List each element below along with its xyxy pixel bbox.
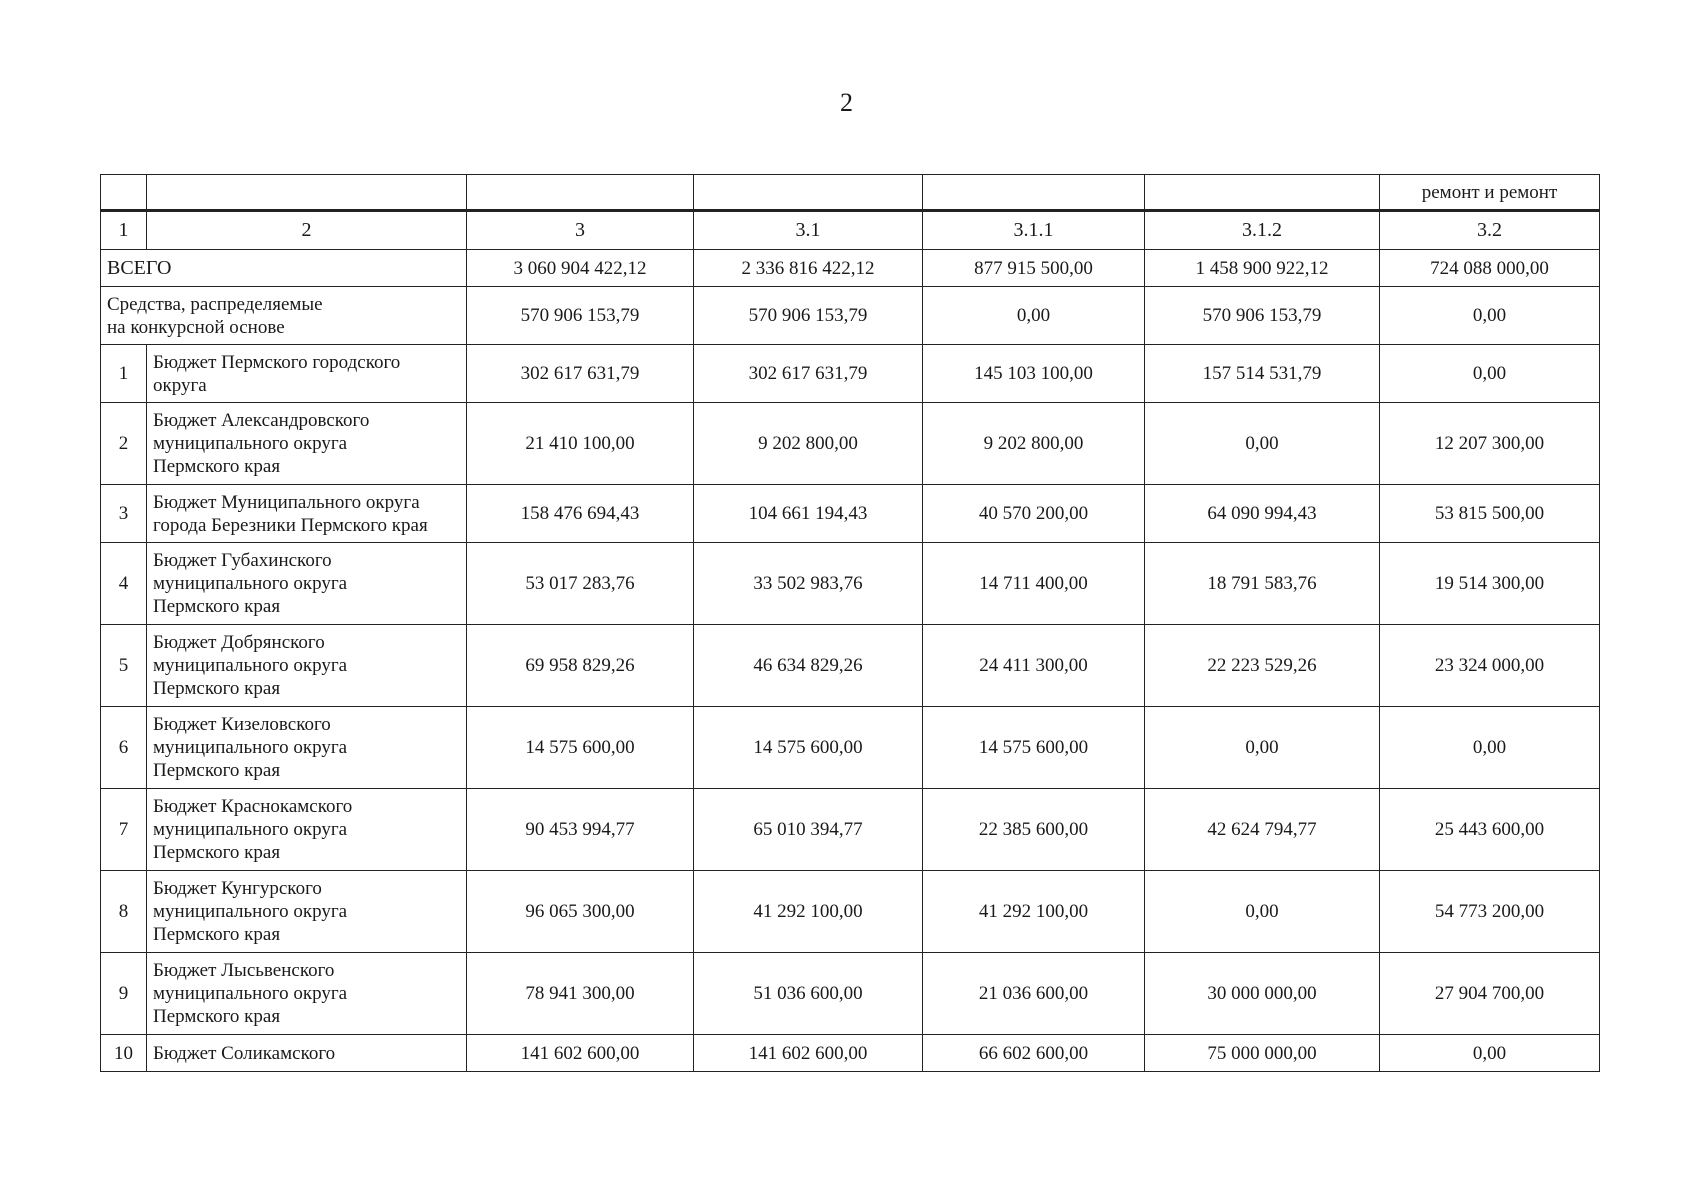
amount-cell: 141 602 600,00 bbox=[467, 1035, 694, 1072]
amount-cell: 0,00 bbox=[1380, 345, 1600, 403]
budget-name bbox=[147, 485, 467, 543]
amount-cell: 158 476 694,43 bbox=[467, 485, 694, 543]
table-row bbox=[101, 625, 1600, 707]
header-cell bbox=[1145, 175, 1380, 211]
amount-cell: 22 385 600,00 bbox=[923, 789, 1145, 871]
header-cell bbox=[147, 175, 467, 211]
column-number-cell: 3.1.1 bbox=[923, 211, 1145, 250]
budget-name bbox=[147, 543, 467, 625]
row-number: 3 bbox=[101, 485, 147, 543]
header-row bbox=[101, 175, 1600, 211]
budget-name bbox=[147, 1035, 467, 1072]
table-row bbox=[101, 543, 1600, 625]
amount-cell: 22 223 529,26 bbox=[1145, 625, 1380, 707]
row-number: 7 bbox=[101, 789, 147, 871]
amount-cell: 0,00 bbox=[1145, 707, 1380, 789]
row-number: 6 bbox=[101, 707, 147, 789]
amount-cell: 64 090 994,43 bbox=[1145, 485, 1380, 543]
budget-name-line: города Березники Пермского края bbox=[153, 514, 428, 536]
budget-name-line: округа bbox=[153, 374, 207, 396]
amount-cell: 23 324 000,00 bbox=[1380, 625, 1600, 707]
budget-name-line: Бюджет Кунгурского bbox=[153, 878, 322, 899]
amount-cell: 157 514 531,79 bbox=[1145, 345, 1380, 403]
competitive-value: 570 906 153,79 bbox=[1145, 287, 1380, 345]
amount-cell: 25 443 600,00 bbox=[1380, 789, 1600, 871]
budget-name-line: муниципального округа bbox=[153, 433, 348, 454]
row-number: 8 bbox=[101, 871, 147, 953]
row-number: 2 bbox=[101, 403, 147, 485]
budget-name-line: муниципального округа bbox=[153, 737, 348, 758]
amount-cell: 69 958 829,26 bbox=[467, 625, 694, 707]
competitive-value: 0,00 bbox=[1380, 287, 1600, 345]
amount-cell: 40 570 200,00 bbox=[923, 485, 1145, 543]
budget-name-line: Пермского края bbox=[153, 924, 281, 945]
amount-cell: 53 017 283,76 bbox=[467, 543, 694, 625]
row-number: 4 bbox=[101, 543, 147, 625]
amount-cell: 14 575 600,00 bbox=[923, 707, 1145, 789]
budget-name-line: Пермского края bbox=[153, 596, 281, 617]
amount-cell: 41 292 100,00 bbox=[923, 871, 1145, 953]
budget-name-line: Пермского края bbox=[153, 1006, 281, 1027]
table-row bbox=[101, 953, 1600, 1035]
amount-cell: 75 000 000,00 bbox=[1145, 1035, 1380, 1072]
table-row bbox=[101, 789, 1600, 871]
amount-cell: 66 602 600,00 bbox=[923, 1035, 1145, 1072]
amount-cell: 141 602 600,00 bbox=[694, 1035, 923, 1072]
total-value: 1 458 900 922,12 bbox=[1145, 250, 1380, 287]
budget-name-line: Бюджет Краснокамского bbox=[153, 796, 353, 817]
budget-name-line: Бюджет Лысьвенского bbox=[153, 960, 335, 981]
budget-name bbox=[147, 953, 467, 1035]
budget-name bbox=[147, 625, 467, 707]
header-cell: ремонт и ремонт bbox=[1380, 175, 1600, 211]
amount-cell: 14 575 600,00 bbox=[467, 707, 694, 789]
table-row bbox=[101, 707, 1600, 789]
amount-cell: 14 575 600,00 bbox=[694, 707, 923, 789]
amount-cell: 14 711 400,00 bbox=[923, 543, 1145, 625]
budget-name-line: Бюджет Кизеловского bbox=[153, 714, 331, 735]
amount-cell: 30 000 000,00 bbox=[1145, 953, 1380, 1035]
amount-cell: 78 941 300,00 bbox=[467, 953, 694, 1035]
budget-name bbox=[147, 871, 467, 953]
amount-cell: 12 207 300,00 bbox=[1380, 403, 1600, 485]
page-number: 2 bbox=[840, 88, 853, 117]
column-number-row bbox=[101, 211, 1600, 250]
label-line: Средства, распределяемые bbox=[107, 293, 323, 315]
total-value: 3 060 904 422,12 bbox=[467, 250, 694, 287]
amount-cell: 21 410 100,00 bbox=[467, 403, 694, 485]
budget-name-line: муниципального округа bbox=[153, 655, 348, 676]
total-value: 724 088 000,00 bbox=[1380, 250, 1600, 287]
amount-cell: 65 010 394,77 bbox=[694, 789, 923, 871]
header-cell bbox=[101, 175, 147, 211]
budget-name-line: Бюджет Пермского городского bbox=[153, 351, 401, 373]
amount-cell: 9 202 800,00 bbox=[694, 403, 923, 485]
amount-cell: 33 502 983,76 bbox=[694, 543, 923, 625]
amount-cell: 104 661 194,43 bbox=[694, 485, 923, 543]
table-row bbox=[101, 485, 1600, 543]
competitive-funds-row bbox=[101, 287, 1600, 345]
row-number: 9 bbox=[101, 953, 147, 1035]
total-row bbox=[101, 250, 1600, 287]
amount-cell: 0,00 bbox=[1380, 707, 1600, 789]
competitive-funds-label bbox=[101, 287, 467, 345]
budget-distribution-table bbox=[100, 174, 1600, 1072]
table-row bbox=[101, 871, 1600, 953]
amount-cell: 18 791 583,76 bbox=[1145, 543, 1380, 625]
budget-name bbox=[147, 345, 467, 403]
budget-name-line: Пермского края bbox=[153, 678, 281, 699]
row-number: 1 bbox=[101, 345, 147, 403]
budget-name-line: Пермского края bbox=[153, 456, 281, 477]
table-row bbox=[101, 403, 1600, 485]
competitive-value: 0,00 bbox=[923, 287, 1145, 345]
column-number-cell: 1 bbox=[101, 211, 147, 250]
competitive-value: 570 906 153,79 bbox=[467, 287, 694, 345]
column-number-cell: 3.2 bbox=[1380, 211, 1600, 250]
amount-cell: 27 904 700,00 bbox=[1380, 953, 1600, 1035]
amount-cell: 24 411 300,00 bbox=[923, 625, 1145, 707]
budget-name-line: Бюджет Соликамского bbox=[153, 1042, 336, 1064]
amount-cell: 42 624 794,77 bbox=[1145, 789, 1380, 871]
budget-name-line: Бюджет Губахинского bbox=[153, 550, 332, 571]
column-number-cell: 3 bbox=[467, 211, 694, 250]
header-cell bbox=[923, 175, 1145, 211]
amount-cell: 302 617 631,79 bbox=[467, 345, 694, 403]
total-value: 877 915 500,00 bbox=[923, 250, 1145, 287]
competitive-value: 570 906 153,79 bbox=[694, 287, 923, 345]
column-number-cell: 3.1.2 bbox=[1145, 211, 1380, 250]
label-line: на конкурсной основе bbox=[107, 316, 285, 338]
amount-cell: 19 514 300,00 bbox=[1380, 543, 1600, 625]
row-number: 10 bbox=[101, 1035, 147, 1072]
amount-cell: 302 617 631,79 bbox=[694, 345, 923, 403]
budget-name-line: Бюджет Муниципального округа bbox=[153, 491, 420, 513]
budget-name-line: муниципального округа bbox=[153, 573, 348, 594]
amount-cell: 53 815 500,00 bbox=[1380, 485, 1600, 543]
header-cell bbox=[694, 175, 923, 211]
budget-name-line: муниципального округа bbox=[153, 819, 348, 840]
amount-cell: 41 292 100,00 bbox=[694, 871, 923, 953]
total-value: 2 336 816 422,12 bbox=[694, 250, 923, 287]
budget-name-line: муниципального округа bbox=[153, 901, 348, 922]
amount-cell: 90 453 994,77 bbox=[467, 789, 694, 871]
budget-name-line: Пермского края bbox=[153, 760, 281, 781]
budget-name bbox=[147, 403, 467, 485]
table-row bbox=[101, 345, 1600, 403]
amount-cell: 0,00 bbox=[1380, 1035, 1600, 1072]
row-number: 5 bbox=[101, 625, 147, 707]
amount-cell: 46 634 829,26 bbox=[694, 625, 923, 707]
amount-cell: 9 202 800,00 bbox=[923, 403, 1145, 485]
total-label: ВСЕГО bbox=[101, 250, 467, 287]
amount-cell: 145 103 100,00 bbox=[923, 345, 1145, 403]
budget-name bbox=[147, 707, 467, 789]
budget-name-line: Пермского края bbox=[153, 842, 281, 863]
budget-name bbox=[147, 789, 467, 871]
amount-cell: 96 065 300,00 bbox=[467, 871, 694, 953]
amount-cell: 54 773 200,00 bbox=[1380, 871, 1600, 953]
budget-name-line: Бюджет Александровского bbox=[153, 410, 370, 431]
budget-name-line: Бюджет Добрянского bbox=[153, 632, 325, 653]
amount-cell: 51 036 600,00 bbox=[694, 953, 923, 1035]
column-number-cell: 3.1 bbox=[694, 211, 923, 250]
column-number-cell: 2 bbox=[147, 211, 467, 250]
budget-name-line: муниципального округа bbox=[153, 983, 348, 1004]
table-row bbox=[101, 1035, 1600, 1072]
amount-cell: 0,00 bbox=[1145, 871, 1380, 953]
amount-cell: 21 036 600,00 bbox=[923, 953, 1145, 1035]
amount-cell: 0,00 bbox=[1145, 403, 1380, 485]
header-cell bbox=[467, 175, 694, 211]
